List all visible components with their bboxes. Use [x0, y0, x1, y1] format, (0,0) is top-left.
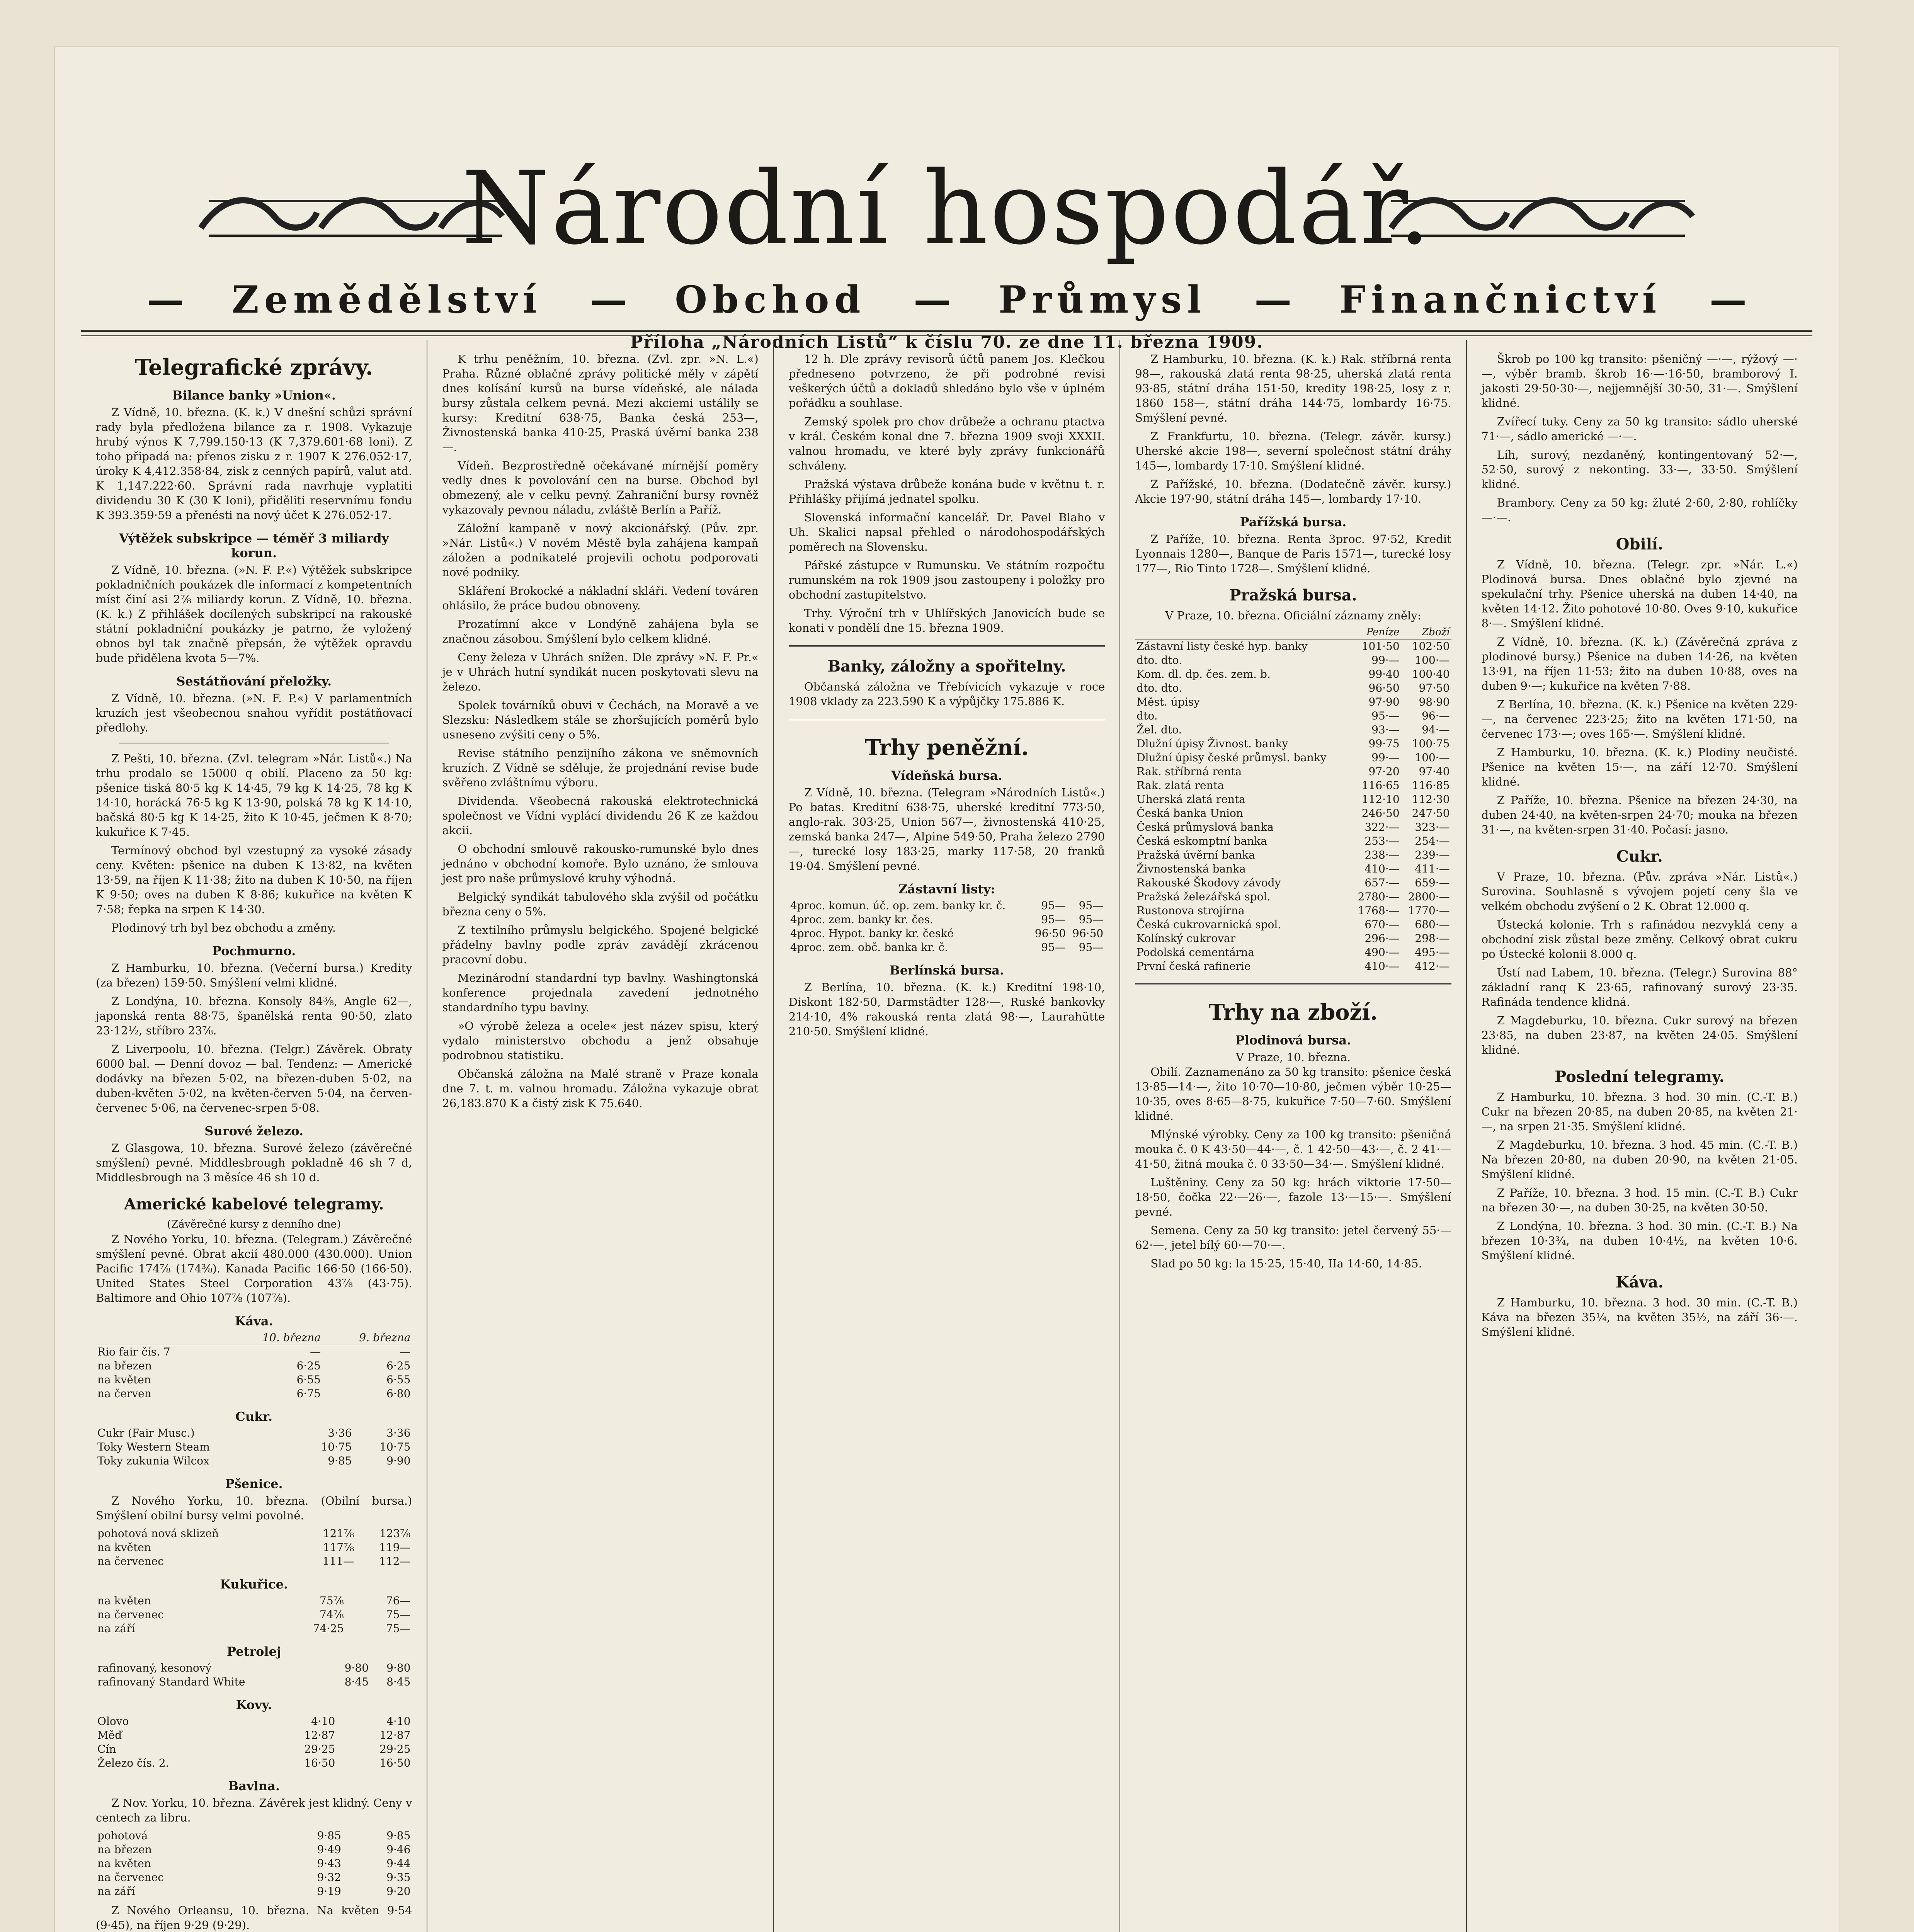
article-paragraph: Z Londýna, 10. března. Konsoly 84⅜, Angle 62—, japonská renta 88·75, španělská renta 90·50, zlato 23·12½, stříbro 23⅞. [96, 995, 412, 1037]
quote-table [96, 1714, 412, 1770]
quote-table [789, 899, 1105, 954]
article-paragraph: Občanská záložna ve Třebívicích vykazuje v roce 1908 vklady za 223.590 K a výpůjčky 175.886 K. [788, 680, 1105, 708]
article-paragraph: Vídeň. Bezprostředně očekávané mírnější poměry vedly dnes k povolování cen na burse. Obchod byl obmezený, ale v celku pevný. Zahraniční bursy rovněž vykazovaly pevnou náladu, zvláště Berlín a Paříž. [442, 459, 759, 516]
article-paragraph: Mezinárodní standardní typ bavlny. Washingtonská konference projednala zavedení jednotného standardního typu bavlny. [442, 971, 759, 1014]
column-4 [1119, 340, 1466, 1932]
section-rule [789, 645, 1105, 647]
subtitle-agriculture: Zemědělství [231, 277, 542, 321]
article-paragraph: Termínový obchod byl vzestupný za vysoké zásady ceny. Květen: pšenice na duben K 13·82, na květen 13·59, na říjen K 11·38; žito na duben K 10·50, na říjen K 9·50; oves na duben K 8·86; kukuřice na květen K 7·58; řepka na srpen K 14·30. [96, 844, 412, 916]
section-heading: Pražská bursa. [1229, 586, 1357, 604]
subheading: Plodinová bursa. [1235, 1033, 1351, 1048]
table-row: na červenec 9·32 9·35 [97, 1871, 411, 1884]
article-paragraph: V Praze, 10. března. (Pův. zpráva »Nár. Listů«.) Surovina. Souhlasně s vývojem pojetí ceny šla ve velkém obchodu zvýšení o 2 K. Obrat 12.000 q. [1481, 870, 1798, 913]
table-row: Železo čís. 2. 16·50 16·50 [97, 1757, 411, 1769]
article-paragraph: Ceny železa v Uhrách snížen. Dle zprávy »N. F. Pr.« je v Uhrách hutní syndikát nucen poskytovati slevu na železo. [442, 651, 759, 693]
table-title: Cukr. [235, 1409, 273, 1424]
dateline: V Praze, 10. března. [1235, 1051, 1351, 1064]
table-row: Rustonova strojírna 1768·— 1770·— [1136, 904, 1450, 917]
article-paragraph: Mlýnské výrobky. Ceny za 100 kg transito: pšeničná mouka č. 0 K 43·50—44·—, č. 1 42·50—43·—, č. 2 41·—41·50, žitná mouka č. 0 33·50—34·—. Smýšlení klidné. [1135, 1128, 1451, 1170]
article-paragraph: Občanská záložna na Malé straně v Praze konala dne 7. t. m. valnou hromadu. Záložna vykazuje obrat 26,183.870 K a čistý zisk K 75.640. [442, 1067, 759, 1110]
table-note: V Praze, 10. března. Oficiální záznamy zněly: [1165, 609, 1421, 622]
article-paragraph: Z Magdeburku, 10. března. 3 hod. 45 min. (C.-T. B.) Na březen 20·80, na duben 20·90, na květen 21·05. Smýšlení klidné. [1481, 1138, 1798, 1181]
article-paragraph: Z textilního průmyslu belgického. Spojené belgické přádelny bavlny podle zpráv zavádějí zkrácenou pracovní dobu. [442, 923, 759, 966]
table-row: na září 9·19 9·20 [97, 1885, 411, 1898]
article-paragraph: Z Vídně, 10. března. (Telegram »Národních Listů«.) Po batas. Kreditní 638·75, uherské kreditní 773·50, anglo-rak. 303·25, Union 567—, živnostenská 410·25, zemská banka 247—, Alpine 549·50, Praha železo 2790—, turecké losy 183·25, marky 117·58, 20 franků 19·04. Smýšlení pevné. [788, 786, 1105, 872]
article-paragraph: Prozatímní akce v Londýně zahájena byla se značnou zásobou. Smýšlení bylo celkem klidné. [442, 617, 759, 645]
column-3 [773, 340, 1119, 1932]
subheading: Sestátňování přeložky. [176, 674, 332, 689]
column-2 [427, 340, 773, 1932]
article-paragraph: Skláření Brokocké a nákladní skláři. Vedení továren ohlásilo, že práce budou obnoveny. [442, 584, 759, 612]
article-paragraph: Z Liverpoolu, 10. března. (Telgr.) Závěrek. Obraty 6000 bal. — Denní dovoz — bal. Tendenz: — Americké dodávky na březen 5·02, na březen-duben 5·02, na duben-květen 5·02, na květen-červen 5·04, na červen-červenec 5·06, na červenec-srpen 5·08. [96, 1043, 412, 1114]
subheading: Vídeňská bursa. [891, 768, 1002, 783]
article-paragraph: Plodinový trh byl bez obchodu a změny. [111, 921, 336, 934]
table-row: Měst. úpisy 97·90 98·90 [1136, 696, 1450, 708]
column-5 [1466, 340, 1812, 1932]
section-rule [1135, 983, 1451, 985]
table-row: 4proc. zem. banky kr. čes. 95— 95— [790, 913, 1104, 926]
table-row: Olovo 4·10 4·10 [97, 1715, 411, 1728]
table-row: Česká cukrovarnická spol. 670·— 680·— [1136, 918, 1450, 931]
section-heading: Banky, záložny a spořitelny. [827, 657, 1066, 675]
article-paragraph: Obilí. Zaznamenáno za 50 kg transito: pšenice česká 13·85—14·—, žito 10·70—10·80, ječmen výběr 10·25—10·35, oves 8·65—8·75, kukuřice 7·50—7·60. Smýšlení klidné. [1135, 1065, 1451, 1122]
table-row: na květen 117⅞ 119— [97, 1541, 411, 1554]
subtitle-trade: Obchod [675, 277, 866, 321]
table-row: na květen 9·43 9·44 [97, 1857, 411, 1870]
table-row: na září 74·25 75— [97, 1622, 411, 1635]
subheading: Výtěžek subskripce — téměř 3 miliardy korun. [119, 531, 389, 560]
table-row: rafinovaný, kesonový 9·80 9·80 [97, 1662, 411, 1674]
table-row: Pražská úvěrní banka 238·— 239·— [1136, 849, 1450, 861]
quote-table [96, 1527, 412, 1568]
table-row: na březen 9·49 9·46 [97, 1843, 411, 1856]
article-paragraph: Belgický syndikát tabulového skla zvýšil od počátku března ceny o 5%. [442, 890, 759, 918]
quote-table [96, 1829, 412, 1898]
subheading: Surové železo. [204, 1124, 304, 1138]
table-row: Dlužní úpisy Živnost. banky 99·75 100·75 [1136, 737, 1450, 750]
table-row: Rak. zlatá renta 116·65 116·85 [1136, 779, 1450, 792]
article-paragraph: Z Paříže, 10. března. Pšenice na březen 24·30, na duben 24·40, na květen-srpen 24·70; mouka na březen 31·—, na květen-srpen 31·40. Počasí: jasno. [1481, 794, 1798, 836]
article-paragraph: Z Pařížské, 10. března. (Dodatečně závěr. kursy.) Akcie 197·90, státní dráha 145—, lombardy 17·10. [1135, 478, 1451, 505]
table-row: Pražská železářská spol. 2780·— 2800·— [1136, 890, 1450, 903]
table-row: Cukr (Fair Musc.) 3·36 3·36 [97, 1427, 411, 1439]
table-row: Česká eskomptní banka 253·— 254·— [1136, 835, 1450, 847]
section-heading: Káva. [1615, 1273, 1664, 1291]
article-paragraph: Škrob po 100 kg transito: pšeničný —·—, rýžový —·—, výběr bramb. škrob 16·—·16·50, bramborový I. jakosti 29·50·30·—, nejjemnější 30·50, 31·—. Smýšlení klidné. [1481, 352, 1798, 410]
table-row: na červen 6·75 6·80 [97, 1387, 411, 1400]
article-paragraph: Z Glasgowa, 10. března. Surové železo (závěrečné smýšlení) pevné. Middlesbrough pokladně 46 sh 7 d, Middlesbrough na 3 měsíce 46 sh 10 d. [96, 1141, 412, 1184]
quote-table [96, 1661, 412, 1689]
article-paragraph: Z Vídně, 10. března. (»N. F. P.«) Výtěžek subskripce pokladničních poukázek dle informací z kompetentních míst činí asi 2⅞ miliardy korun. Z Vídně, 10. března. (K. k.) Z přihlášek docílených subskripcí na rakouské státní pokladniční poukázky je patrno, že vyložený obnos byl tak značně přepsán, že výtěžek opravdu bude přidělena kvota 5—7%. [96, 563, 412, 665]
article-paragraph: Záložní kampaně v nový akcionářský. (Pův. zpr. »Nár. Listů«.) V novém Městě byla zahájena kampaň záložen a podnikatelé projevili ochotu podporovati nové podniky. [442, 522, 759, 579]
quote-table [96, 1426, 412, 1468]
table-row: na březen 6·25 6·25 [97, 1359, 411, 1372]
section-heading: Poslední telegramy. [1555, 1068, 1725, 1086]
article-paragraph: Z Vídně, 10. března. (K. k.) V dnešní schůzi správní rady byla předložena bilance za r. 1908. Vykazuje hrubý výnos K 7,799.150·13 (K 7,379.601·68 loni). Z toho připadá na: přenos zisku z r. 1907 K 276.052·17, úroky K 4,412.358·84, zisk z cenných papírů, valut atd. K 1,147.222·60. Správní rada navrhuje vyplatiti dividendu 30 K (30 K loni), přiděliti reservnímu fondu K 393.359·59 a přenésti na nový účet K 276.052·17. [96, 406, 412, 522]
article-paragraph: Slovenská informační kancelář. Dr. Pavel Blaho v Uh. Skalici napsal přehled o národohospodářských poměrech na Slovensku. [788, 511, 1105, 553]
table-row: dto. dto. 96·50 97·50 [1136, 682, 1450, 694]
newspaper-page [54, 46, 1839, 1932]
column-1 [81, 340, 427, 1932]
masthead [54, 104, 1839, 352]
table-row: Měď 12·87 12·87 [97, 1729, 411, 1742]
subheading: Bilance banky »Union«. [172, 388, 336, 403]
section-heading: Cukr. [1616, 847, 1663, 866]
table-row: na červenec 111— 112— [97, 1555, 411, 1568]
article-paragraph: Z Magdeburku, 10. března. Cukr surový na březen 23·85, na duben 23·87, na květen 24·05. Smýšlení klidné. [1481, 1014, 1798, 1056]
table-row: Rio fair čís. 7 — — [97, 1345, 411, 1358]
article-paragraph: Pražská výstava drůbeže konána bude v květnu t. r. Přihlášky přijímá jednatel spolku. [788, 478, 1105, 505]
article-paragraph: Z Nového Orleansu, 10. března. Na květen 9·54 (9·45), na říjen 9·29 (9·29). [96, 1904, 412, 1932]
article-paragraph: Zvířecí tuky. Ceny za 50 kg transito: sádlo uherské 71·—, sádlo americké —·—. [1481, 415, 1798, 443]
article-paragraph: Z Pešti, 10. března. (Zvl. telegram »Nár. Listů«.) Na trhu prodalo se 15000 q obilí. Placeno za 50 kg: pšenice tiská 80·5 kg K 14·45, 79 kg K 14·25, 78 kg K 14·10, horácká 76·5 kg K 13·90, polská 78 kg K 14·10, bačská 80·5 kg K 14·25, žito K 10·45, ječmen K 8·70; kukuřice K 7·45. [96, 752, 412, 838]
article-paragraph: Slad po 50 kg: la 15·25, 15·40, IIa 14·60, 14·85. [1150, 1257, 1422, 1270]
article-paragraph: 12 h. Dle zprávy revisorů účtů panem Jos. Klečkou předneseno potvrzeno, že při podrobné revisi veškerých účtů a dokladů shledáno bylo vše v úplném pořádku a souhlase. [788, 352, 1105, 410]
article-paragraph: Z Hamburku, 10. března. (K. k.) Rak. stříbrná renta 98—, rakouská zlatá renta 98·25, uherská zlatá renta 93·85, státní dráha 151·50, kredity 198·25, losy z r. 1860 158—, státní dráha 144·75, lombardy 16·75. Smýšlení pevné. [1135, 352, 1451, 424]
table-row: Cín 29·25 29·25 [97, 1743, 411, 1755]
subheading: Zástavní listy: [898, 882, 995, 896]
article-paragraph: Zemský spolek pro chov drůbeže a ochranu ptactva v král. Českém konal dne 7. března 1909 svoji XXXII. valnou hromadu, ve které byly zprávy funkcionářů schváleny. [788, 415, 1105, 472]
table-title: Petrolej [226, 1644, 281, 1659]
article-paragraph: Z Nov. Yorku, 10. března. Závěrek jest klidný. Ceny v centech za libru. [96, 1796, 412, 1824]
article-paragraph: Z Vídně, 10. března. (»N. F. P.«) V parlamentních kruzích jest všeobecnou snahou vyřídit postátňovací předlohy. [96, 692, 412, 734]
article-paragraph: Z Londýna, 10. března. 3 hod. 30 min. (C.-T. B.) Na březen 10·3¾, na duben 10·4½, na květen 10·6. Smýšlení klidné. [1481, 1219, 1798, 1262]
table-title: Bavlna. [228, 1779, 280, 1793]
table-row: Rak. stříbrná renta 97·20 97·40 [1136, 765, 1450, 778]
article-paragraph: Brambory. Ceny za 50 kg: žluté 2·60, 2·80, rohlíčky —·—. [1481, 496, 1798, 524]
article-paragraph: Pářské zástupce v Rumunsku. Ve státním rozpočtu rumunském na rok 1909 jsou zastoupeny i položky pro obchodní zastupitelstvo. [788, 559, 1105, 601]
heading-telegrams: Telegrafické zprávy. [135, 355, 373, 380]
table-row: Rakouské Škodovy závody 657·— 659·— [1136, 876, 1450, 889]
table-row: na květen 6·55 6·55 [97, 1373, 411, 1386]
table-row: 4proc. zem. obč. banka kr. č. 95— 95— [790, 941, 1104, 954]
article-paragraph: Trhy. Výroční trh v Uhlířských Janovicích bude se konati v pondělí dne 15. března 1909. [788, 607, 1105, 634]
supplement-line: Příloha „Národních Listů“ k číslu 70. ze dne 11. března 1909. [630, 332, 1264, 352]
table-row: pohotová nová sklizeň 121⅞ 123⅞ [97, 1527, 411, 1540]
prague-quote-table: Peníze Zboží Zástavní listy české hyp. banky 101·50 102·50 dto. dto. 99·— 100·— Kom. dl. dp. čes. zem. b. 99·40 100·40 dto. dto. 96·50 97·50 Měst. úpisy 97·90 98·90 dto. 95·— 96·— Žel. dto. 93·— 94·— Dlužní úpisy Živnost. banky 99·75 100·75 Dlužní úpisy české průmysl. banky 99·— 100·— Rak. stříbrná renta 97·20 97·40 Rak. zlatá renta 116·65 116·85 Uherská zlatá renta 112·10 112·30 Česká banka Union 246·50 247·50 Česká průmyslová banka 322·— 323·— Česká eskomptní banka 253·— 254·— Pražská úvěrní banka 238·— 239·— Živnostenská banka 410·— 411·— Rakouské Škodovy závody 657·— 659·— Pražská železářská spol. 2780·— 2800·— Rustonova strojírna 1768·— 1770·— Česká cukrovarnická spol. 670·— 680·— Kolínský cukrovar 296·— 298·— Podolská cementárna 490·— 495·— První česká rafinerie 410·— 412·— [1135, 625, 1451, 973]
table-title: Kovy. [236, 1697, 272, 1712]
table-row: na květen 75⅞ 76— [97, 1594, 411, 1607]
article-paragraph: Z Nového Yorku, 10. března. (Telegram.) Závěrečné smýšlení pevné. Obrat akcií 480.000 (430.000). Union Pacific 174⅞ (174⅜). Kanada Pacific 166·50 (166·50). United States Steel Corporation 43⅞ (43·75). Baltimore and Ohio 107⅞ (107⅞). [96, 1233, 412, 1304]
table-row: Česká banka Union 246·50 247·50 [1136, 807, 1450, 820]
table-row: dto. 95·— 96·— [1136, 709, 1450, 722]
table-row: Česká průmyslová banka 322·— 323·— [1136, 821, 1450, 833]
article-paragraph: Revise státního penzijního zákona ve sněmovních kruzích. Z Vídně se sděluje, že projednání revise bude svěřeno zvláštnímu výboru. [442, 747, 759, 789]
subheading: Berlínská bursa. [889, 963, 1004, 978]
subheading: Americké kabelové telegramy. [124, 1195, 384, 1213]
article-paragraph: Z Paříže, 10. března. 3 hod. 15 min. (C.-T. B.) Cukr na březen 30·—, na duben 30·25, na květen 30·50. [1481, 1186, 1798, 1214]
article-paragraph: Luštěniny. Ceny za 50 kg: hrách viktorie 17·50—18·50, čočka 22·—26·—, fazole 13·—15·—. Smýšlení pevné. [1135, 1176, 1451, 1218]
article-paragraph: Z Frankfurtu, 10. března. (Telegr. závěr. kursy.) Uherské akcie 198—, severní společnost státní dráhy 145—, lombardy 17·10. Smýšlení klidné. [1135, 430, 1451, 472]
subheading: Pařížská bursa. [1240, 515, 1347, 529]
article-paragraph: Z Hamburku, 10. března. 3 hod. 30 min. (C.-T. B.) Káva na březen 35¼, na květen 35½, na září 36·—. Smýšlení klidné. [1481, 1296, 1798, 1338]
table-row: Kolínský cukrovar 296·— 298·— [1136, 932, 1450, 945]
article-paragraph: Dividenda. Všeobecná rakouská elektrotechnická společnost ve Vídni vyplácí dividendu 26 K ze každou akcii. [442, 794, 759, 837]
section-subtitle: — Zemědělství — Obchod — Průmysl — Finančnictví — [147, 277, 1747, 321]
section-heading: Trhy na zboží. [1208, 1000, 1378, 1025]
article-paragraph: Z Hamburku, 10. března. (Večerní bursa.) Kredity (za březen) 159·50. Smýšlení velmi klidné. [96, 961, 412, 989]
table-row: 4proc. komun. úč. op. zem. banky kr. č. 95— 95— [790, 899, 1104, 912]
table-row: Kom. dl. dp. čes. zem. b. 99·40 100·40 [1136, 668, 1450, 680]
table-row: Dlužní úpisy české průmysl. banky 99·— 100·— [1136, 751, 1450, 764]
article-paragraph: Z Berlína, 10. března. (K. k.) Kreditní 198·10, Diskont 182·50, Darmstädter 128·—, Ruské bankovky 214·10, 4% rakouská renta zlatá 98·—, Laurahütte 210·50. Smýšlení klidné. [788, 981, 1105, 1038]
quote-table: 10. března 9. března Rio fair čís. 7 — — na březen 6·25 6·25 na květen 6·55 6·55 na červen 6·75 6·80 [96, 1331, 412, 1401]
article-paragraph: Ústí nad Labem, 10. března. (Telegr.) Surovina 88° základní ranq K 23·65, rafinovaný surový 23·35. Rafináda tendence klidná. [1481, 966, 1798, 1009]
article-columns [81, 340, 1812, 1932]
article-paragraph: Spolek továrníků obuvi v Čechách, na Moravě a ve Slezsku: Následkem stále se zhoršujících poměrů bylo usneseno zvýšiti ceny o 5%. [442, 699, 759, 741]
article-paragraph: Z Vídně, 10. března. (Telegr. zpr. »Nár. L.«) Plodinová bursa. Dnes oblačné bylo zjevné na spekulační trhy. Pšenice uherská na duben 14·40, na květen 14·12. Žito pohotové 10·80. Oves 9·10, kukuřice 8·—. Smýšlení klidné. [1481, 558, 1798, 630]
article-paragraph: Z Vídně, 10. března. (K. k.) (Závěrečná zpráva z plodinové bursy.) Pšenice na duben 14·26, na květen 13·91, na říjen 11·53; žito na duben 10·88, oves na duben 9·—; kukuřice na květen 7·88. [1481, 635, 1798, 692]
section-rule [789, 719, 1105, 720]
table-row: pohotová 9·85 9·85 [97, 1829, 411, 1842]
article-paragraph: Z Berlína, 10. března. (K. k.) Pšenice na květen 229·—, na červenec 223·25; žito na květen 171·50, na červenec 173·—; oves 165·—. Smýšlení klidné. [1481, 698, 1798, 740]
section-heading: Trhy peněžní. [864, 735, 1029, 760]
masthead-rule [81, 330, 1812, 332]
subtitle-finance: Finančnictví [1339, 277, 1662, 321]
table-row: Žel. dto. 93·— 94·— [1136, 723, 1450, 736]
table-row: Toky Western Steam 10·75 10·75 [97, 1440, 411, 1453]
quote-table [96, 1594, 412, 1636]
table-row: Toky zukunia Wilcox 9·85 9·90 [97, 1454, 411, 1467]
table-row: Podolská cementárna 490·— 495·— [1136, 946, 1450, 959]
table-title: Pšenice. [225, 1476, 283, 1491]
table-row: První česká rafinerie 410·— 412·— [1136, 960, 1450, 973]
article-paragraph: Z Paříže, 10. března. Renta 3proc. 97·52, Kredit Lyonnais 1280—, Banque de Paris 1571—, turecké losy 177—, Rio Tinto 1728—. Smýšlení klidné. [1135, 532, 1451, 575]
section-heading: Obilí. [1616, 535, 1663, 553]
table-row: rafinovaný Standard White 8·45 8·45 [97, 1675, 411, 1688]
article-paragraph: Semena. Ceny za 50 kg transito: jetel červený 55·—62·—, jetel bílý 60·—70·—. [1135, 1224, 1451, 1252]
table-row: Živnostenská banka 410·— 411·— [1136, 862, 1450, 875]
newspaper-title: Národní hospodář. [461, 150, 1432, 267]
masthead-rule-thin [81, 335, 1812, 336]
subtitle-industry: Průmysl [999, 277, 1207, 321]
table-row: dto. dto. 99·— 100·— [1136, 654, 1450, 667]
table-row: na červenec 74⅞ 75— [97, 1608, 411, 1621]
article-paragraph: Z Hamburku, 10. března. 3 hod. 30 min. (C.-T. B.) Cukr na březen 20·85, na duben 20·85, na květen 21·—, na srpen 21·35. Smýšlení klidné. [1481, 1090, 1798, 1133]
table-row: Uherská zlatá renta 112·10 112·30 [1136, 793, 1450, 806]
article-paragraph: »O výrobě železa a ocele« jest název spisu, který vydalo ministerstvo obchodu a jenž obsahuje podrobnou statistiku. [442, 1019, 759, 1062]
table-row: 4proc. Hypot. banky kr. české 96·50 96·50 [790, 927, 1104, 940]
article-paragraph: Líh, surový, nezdaněný, kontingentovaný 52·—, 52·50, surový z nekonting. 33·—, 33·50. Smýšlení klidné. [1481, 448, 1798, 491]
table-title: Kukuřice. [220, 1577, 288, 1592]
article-paragraph: K trhu peněžním, 10. března. (Zvl. zpr. »N. L.«) Praha. Různé oblačné zprávy politické měly v zápětí dnes kolísání kursů na burse vídeňské, ale nálada bursy zůstala celkem pevná. Mezi akciemi ustálily se kursy: Kreditní 638·75, Banka česká 253—, Živnostenská banka 410·25, Praská úvěrní banka 238—. [442, 352, 759, 454]
subheading-note: (Závěrečné kursy z denního dne) [167, 1218, 341, 1230]
article-paragraph: Z Hamburku, 10. března. (K. k.) Plodiny neučisté. Pšenice na květen 15·—, na září 12·70. Smýšlení klidné. [1481, 746, 1798, 788]
table-title: Káva. [235, 1314, 273, 1328]
article-paragraph: O obchodní smlouvě rakousko-rumunské bylo dnes jednáno v obchodní komoře. Bylo uznáno, že smlouva jest pro naše průmyslové kruhy výhodná. [442, 842, 759, 885]
article-paragraph: Z Nového Yorku, 10. března. (Obilní bursa.) Smýšlení obilní bursy velmi povolné. [96, 1494, 412, 1522]
article-paragraph: Ústecká kolonie. Trh s rafinádou nezvyklá ceny a obchodní zisk zůstal beze změny. Celkový obrat cukru po Ústecké kolonii 8.000 q. [1481, 918, 1798, 961]
table-row: Zástavní listy české hyp. banky 101·50 102·50 [1136, 640, 1450, 653]
subheading: Pochmurno. [212, 944, 296, 958]
